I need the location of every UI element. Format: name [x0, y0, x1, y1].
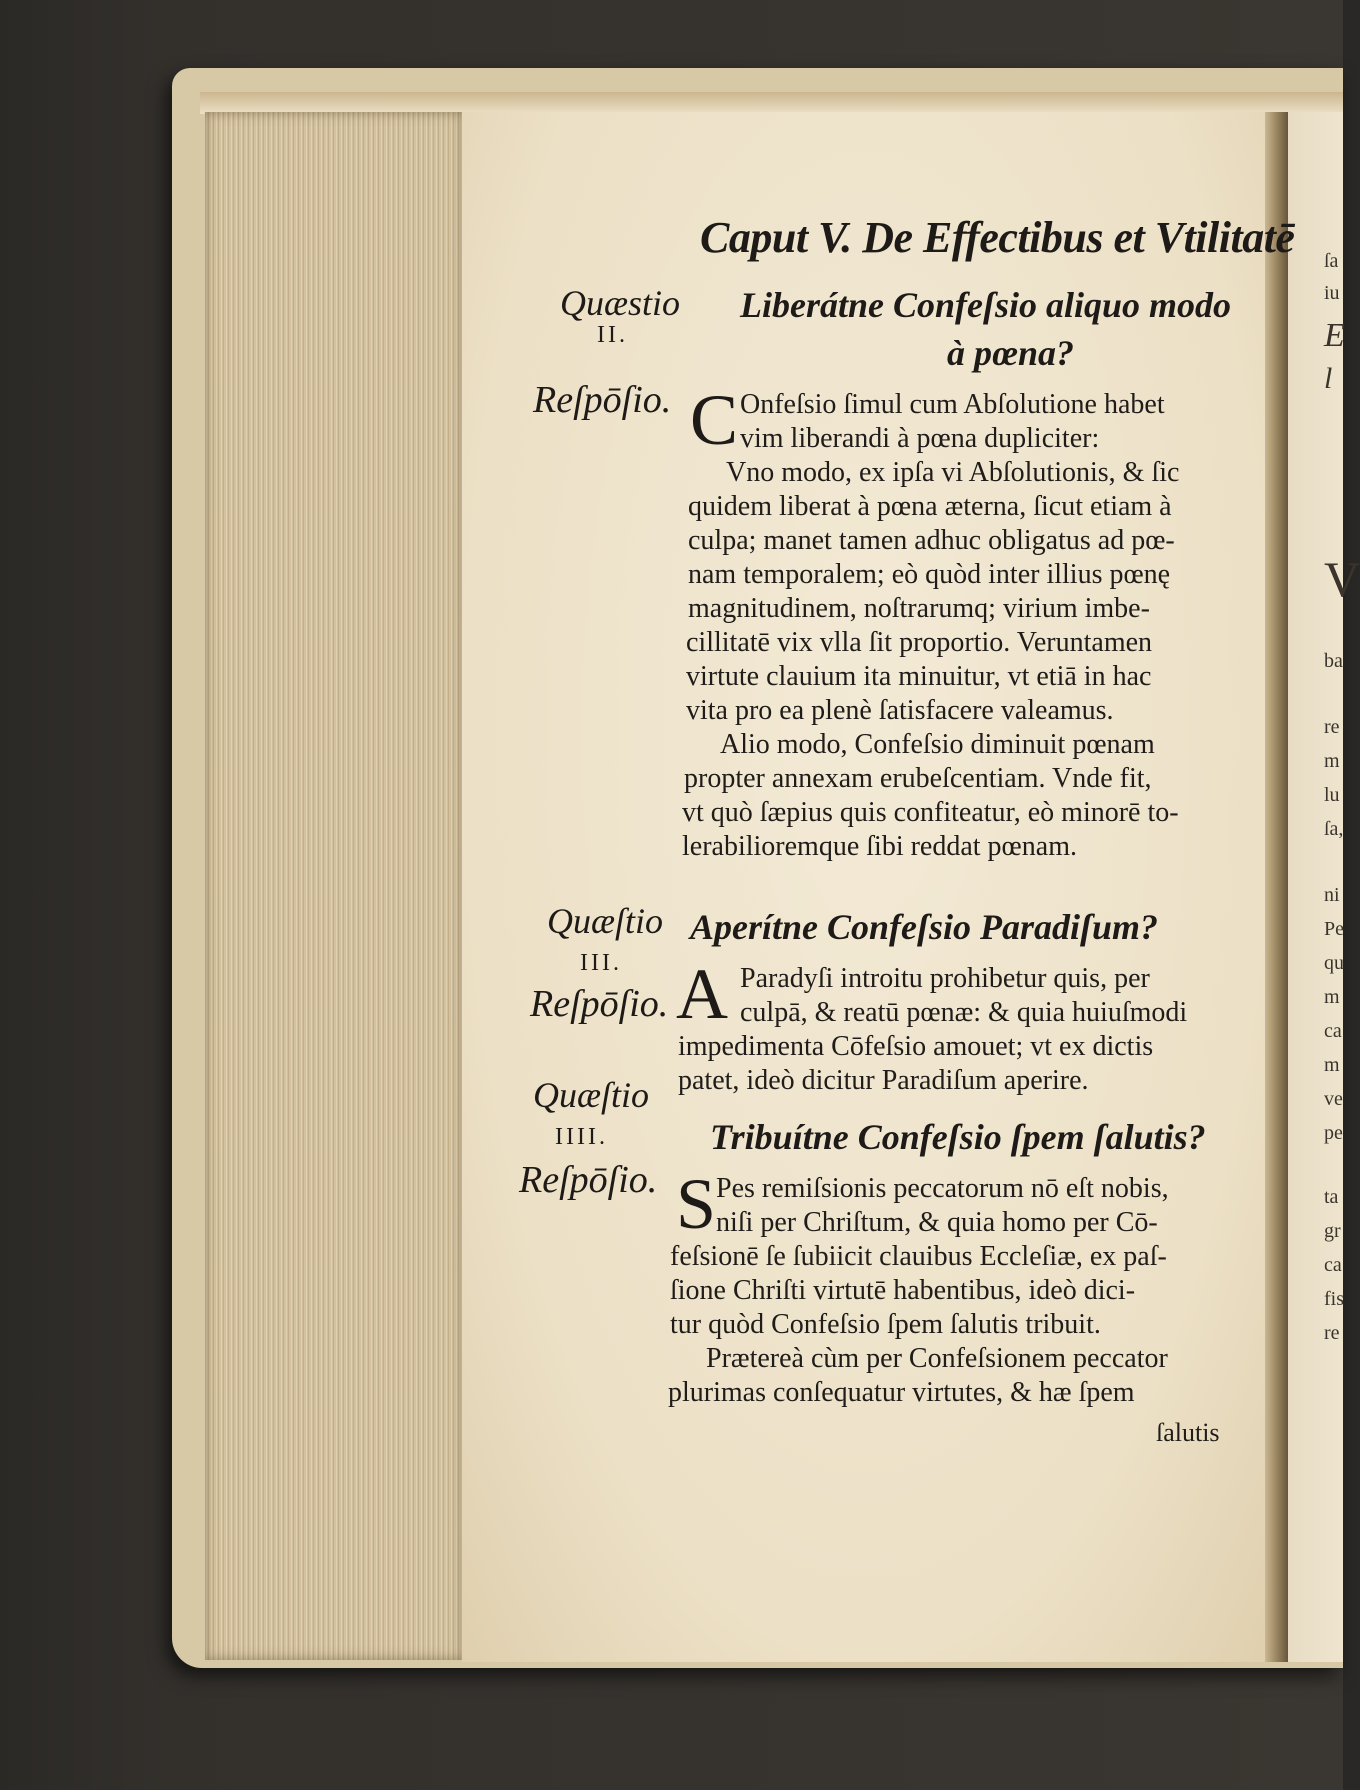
catchword: ſalutis — [1156, 1418, 1220, 1447]
next-page-text: ve — [1324, 1088, 1343, 1110]
next-page-text: m — [1324, 1054, 1340, 1076]
text-line: tur quòd Confeſsio ſpem ſalutis tribuit. — [670, 1309, 1101, 1340]
text-line: patet, ideò dicitur Paradiſum aperire. — [678, 1065, 1089, 1096]
next-page-text: V — [1324, 551, 1360, 607]
left-page — [462, 112, 1272, 1662]
margin-label-quaestio-4: Quæſtio — [533, 1075, 650, 1115]
text-line: propter annexam erubeſcentiam. Vnde fit, — [684, 763, 1152, 794]
next-page-text: qu — [1324, 952, 1344, 974]
next-page-text: Pe — [1324, 918, 1344, 940]
next-page-text: gr — [1324, 1220, 1341, 1242]
next-page-text: re — [1324, 1322, 1340, 1344]
next-page-text: re — [1324, 716, 1340, 738]
next-page-text: pe — [1324, 1122, 1343, 1144]
next-page-text: ba — [1324, 650, 1343, 672]
next-page-text: ni — [1324, 884, 1340, 906]
page-block-edges — [205, 112, 463, 1660]
text-line: virtute clauium ita minuitur, vt etiā in hac — [686, 661, 1152, 692]
text-line: niſi per Chriſtum, & quia homo per Cō- — [716, 1207, 1158, 1238]
text-line: magnitudinem, noſtrarumq; virium imbe- — [688, 593, 1150, 624]
next-page-text: fis — [1324, 1288, 1344, 1310]
margin-label-quaestio-2: Quæstio — [560, 283, 681, 323]
next-page-text: ta — [1324, 1186, 1339, 1208]
text-line: Vno modo, ex ipſa vi Abſolutionis, & ſic — [726, 457, 1180, 488]
margin-label-quaestio-3: Quæſtio — [547, 901, 664, 941]
margin-label-responsio-3: Reſpōſio. — [530, 983, 669, 1025]
text-line: impedimenta Cōfeſsio amouet; vt ex dictis — [678, 1031, 1154, 1062]
next-page-text: ca — [1324, 1020, 1342, 1042]
text-line: plurimas conſequatur virtutes, & hæ ſpem — [668, 1377, 1135, 1408]
text-line: Alio modo, Confeſsio diminuit pœnam — [720, 729, 1155, 760]
dropcap-c: C — [690, 380, 739, 460]
text-line: Pes remiſsionis peccatorum nō eſt nobis, — [716, 1173, 1169, 1204]
next-page-text: ca — [1324, 1254, 1342, 1276]
text-line: cillitatē vix vlla ſit proportio. Veruntamen — [686, 627, 1153, 658]
margin-number-2: II. — [597, 322, 628, 348]
question-2-title-line-2: à pœna? — [947, 333, 1075, 373]
question-3-title: Aperítne Confeſsio Paradiſum? — [690, 907, 1159, 947]
text-line: Onfeſsio ſimul cum Abſolutione habet — [740, 389, 1165, 420]
margin-label-responsio-2: Reſpōſio. — [533, 379, 672, 421]
text-line: feſsionē ſe ſubiicit clauibus Eccleſiæ, ex paſ- — [670, 1241, 1167, 1272]
text-line: vita pro ea plenè ſatisfacere valeamus. — [686, 695, 1114, 726]
margin-number-4: IIII. — [555, 1124, 608, 1150]
text-line: culpā, & reatū pœnæ: & quia huiuſmodi — [740, 997, 1188, 1028]
text-line: culpa; manet tamen adhuc obligatus ad pœ- — [688, 525, 1175, 556]
next-page-text: l — [1324, 362, 1333, 395]
dropcap-a: A — [676, 954, 728, 1034]
question-4-title: Tribuítne Confeſsio ſpem ſalutis? — [710, 1117, 1206, 1157]
next-page-text: m — [1324, 986, 1340, 1008]
text-line: quidem liberat à pœna æterna, ſicut etiam à — [688, 491, 1172, 522]
text-line: nam temporalem; eò quòd inter illius pœnę — [688, 559, 1171, 590]
margin-number-3: III. — [580, 950, 622, 976]
next-page-text: ſa — [1324, 250, 1339, 272]
next-page-text: lu — [1324, 784, 1340, 806]
text-line: Paradyſi introitu prohibetur quis, per — [740, 963, 1150, 994]
margin-label-responsio-4: Reſpōſio. — [519, 1159, 658, 1201]
text-line: Prӕtereà cùm per Confeſsionem peccator — [706, 1343, 1168, 1374]
right-page-fragment — [1288, 112, 1360, 1662]
dropcap-s: S — [676, 1164, 717, 1244]
next-page-text: ſa, — [1324, 818, 1344, 840]
question-2-title-line-1: Liberátne Confeſsio aliquo modo — [740, 285, 1232, 325]
next-page-text: iu — [1324, 282, 1340, 304]
text-line: vim liberandi à pœna dupliciter: — [740, 423, 1100, 454]
next-page-text: E — [1324, 317, 1345, 354]
text-line: lerabilioremque ſibi reddat pœnam. — [682, 831, 1077, 862]
next-page-text: m — [1324, 750, 1340, 772]
text-line: ſione Chriſti virtutē habentibus, ideò dici- — [670, 1275, 1136, 1306]
page-edges-top — [200, 92, 1343, 114]
running-heading: Caput V. De Effectibus et Vtilitatē — [700, 213, 1295, 262]
text-line: vt quò ſæpius quis confiteatur, eò minorē to- — [682, 797, 1179, 828]
